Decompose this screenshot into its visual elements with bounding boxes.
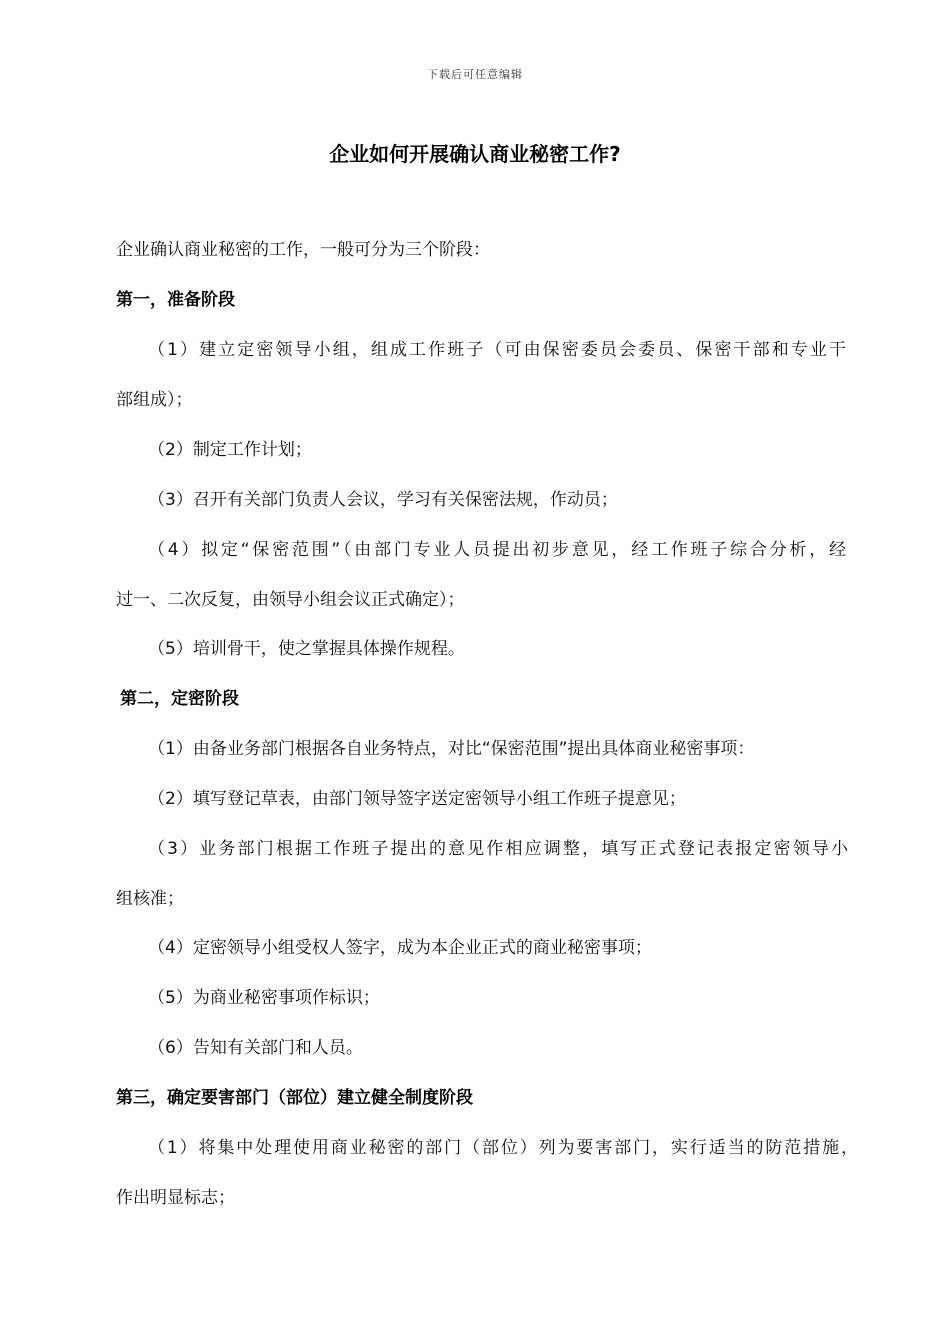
intro-paragraph: 企业确认商业秘密的工作，一般可分为三个阶段： [116, 240, 490, 260]
stage1-heading: 第一，准备阶段 [116, 290, 235, 310]
stage1-item4-line1: （4）拟定“保密范围”（由部门专业人员提出初步意见，经工作班子综合分析，经 [148, 540, 846, 560]
stage1-item2: （2）制定工作计划； [148, 440, 312, 460]
stage1-item3: （3）召开有关部门负责人会议，学习有关保密法规，作动员； [148, 490, 618, 510]
stage2-item5: （5）为商业秘密事项作标识； [148, 988, 380, 1008]
stage2-item3-line2: 组核准； [116, 889, 184, 909]
stage2-heading: 第二，定密阶段 [120, 689, 239, 709]
stage2-item6: （6）告知有关部门和人员。 [148, 1038, 363, 1058]
stage2-item1: （1）由备业务部门根据各自业务特点，对比“保密范围”提出具体商业秘密事项： [148, 739, 755, 759]
stage3-item1-line2: 作出明显标志； [116, 1188, 235, 1208]
stage2-item2: （2）填写登记草表，由部门领导签字送定密领导小组工作班子提意见； [148, 789, 686, 809]
document-title: 企业如何开展确认商业秘密工作? [329, 142, 621, 166]
header-note: 下载后可任意编辑 [427, 68, 523, 81]
stage2-item3-line1: （3）业务部门根据工作班子提出的意见作相应调整，填写正式登记表报定密领导小 [148, 839, 848, 859]
stage1-item1-line2: 部组成）； [116, 390, 193, 410]
stage1-item4-line2: 过一、二次反复，由领导小组会议正式确定）； [116, 590, 465, 610]
stage1-item5: （5）培训骨干，使之掌握具体操作规程。 [148, 639, 465, 659]
stage3-heading: 第三，确定要害部门（部位）建立健全制度阶段 [116, 1088, 473, 1108]
stage1-item1-line1: （1）建立定密领导小组，组成工作班子（可由保密委员会委员、保密干部和专业干 [148, 340, 846, 360]
stage3-item1-line1: （1）将集中处理使用商业秘密的部门（部位）列为要害部门，实行适当的防范措施， [148, 1138, 858, 1158]
stage2-item4: （4）定密领导小组受权人签字，成为本企业正式的商业秘密事项； [148, 938, 652, 958]
